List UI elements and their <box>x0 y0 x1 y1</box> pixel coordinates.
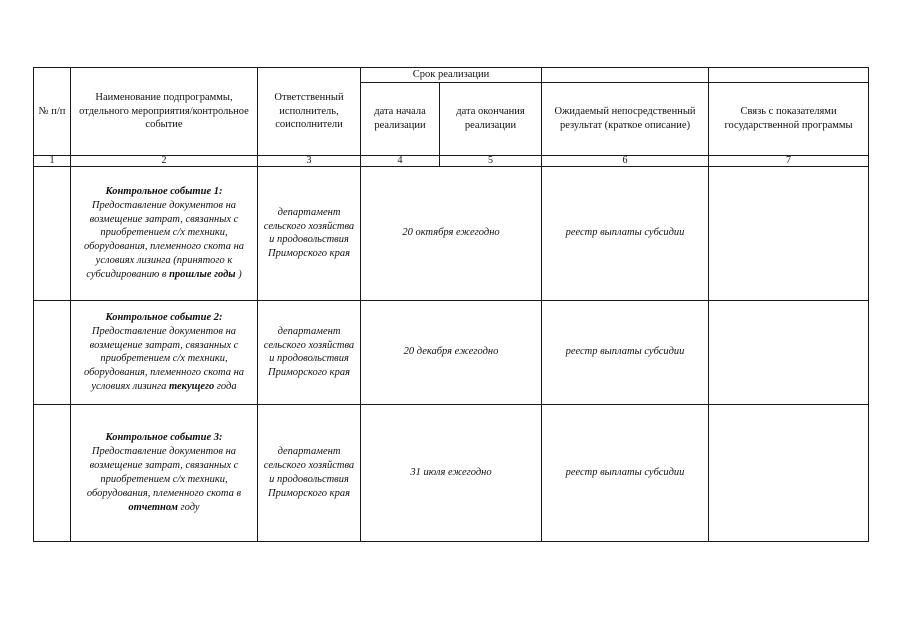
column-number: 5 <box>440 155 542 166</box>
event-title: Контрольное событие 3: <box>105 432 223 444</box>
event-text: Предоставление документов на возмещение затрат, связанных с приобретением с/х техники, оборудования, племенного скота на условиях лизинга (принятого к субсидированию в <box>83 199 245 280</box>
table-row <box>34 300 869 404</box>
header-link-top <box>709 68 869 83</box>
event-description <box>79 199 249 282</box>
event-emphasis: прошлые годы <box>169 269 236 280</box>
event-text: Предоставление документов на возмещение затрат, связанных с приобретением с/х техники, оборудования, племенного скота на условиях лизинга <box>83 325 245 393</box>
header-link: Связь с показателями государственной программы <box>709 82 869 155</box>
column-number: 7 <box>709 155 869 166</box>
header-start: дата начала реализации <box>361 82 440 155</box>
event-cell <box>71 404 258 541</box>
event-cell <box>71 166 258 300</box>
event-cell <box>71 300 258 404</box>
link-cell <box>709 166 869 300</box>
event-emphasis: текущего <box>168 381 215 393</box>
event-text-after: года <box>214 381 237 393</box>
column-number: 3 <box>258 155 361 166</box>
date-cell: 31 июля ежегодно <box>361 404 542 541</box>
header-period: Срок реализации <box>361 68 542 83</box>
row-num-cell <box>34 166 71 300</box>
header-name: Наименование подпрограммы, отдельного мероприятия/контрольное событие <box>71 68 258 156</box>
header-result-top <box>542 68 709 83</box>
column-number: 1 <box>34 155 71 166</box>
column-number-row <box>34 155 869 166</box>
event-text-after: году <box>177 501 200 513</box>
date-cell: 20 декабря ежегодно <box>361 300 542 404</box>
column-number: 2 <box>71 155 258 166</box>
result-cell: реестр выплаты субсидии <box>542 166 709 300</box>
column-number: 6 <box>542 155 709 166</box>
event-title: Контрольное событие 1: <box>105 185 223 197</box>
event-description <box>79 325 249 394</box>
link-cell <box>709 300 869 404</box>
column-number: 4 <box>361 155 440 166</box>
result-cell: реестр выплаты субсидии <box>542 300 709 404</box>
executor-cell: департамент сельского хозяйства и продовольствия Приморского края <box>258 166 361 300</box>
header-executor: Ответственный исполнитель, соисполнители <box>258 68 361 156</box>
table-row <box>34 404 869 541</box>
event-text: Предоставление документов на возмещение затрат, связанных с приобретением с/х техники, оборудования, племенного скота в <box>86 446 242 499</box>
header-end: дата окончания реализации <box>440 82 542 155</box>
date-cell: 20 октября ежегодно <box>361 166 542 300</box>
table-row <box>34 166 869 300</box>
link-cell <box>709 404 869 541</box>
header-result: Ожидаемый непосредственный результат (краткое описание) <box>542 82 709 155</box>
event-title: Контрольное событие 2: <box>105 311 223 323</box>
event-text-after: ) <box>235 269 242 280</box>
result-cell: реестр выплаты субсидии <box>542 404 709 541</box>
header-row-top <box>34 68 869 83</box>
implementation-plan-table <box>33 67 869 542</box>
header-num: № п/п <box>34 68 71 156</box>
executor-cell: департамент сельского хозяйства и продовольствия Приморского края <box>258 404 361 541</box>
row-num-cell <box>34 300 71 404</box>
row-num-cell <box>34 404 71 541</box>
event-description <box>79 445 249 514</box>
executor-cell: департамент сельского хозяйства и продовольствия Приморского края <box>258 300 361 404</box>
event-emphasis: отчетном <box>128 501 178 513</box>
